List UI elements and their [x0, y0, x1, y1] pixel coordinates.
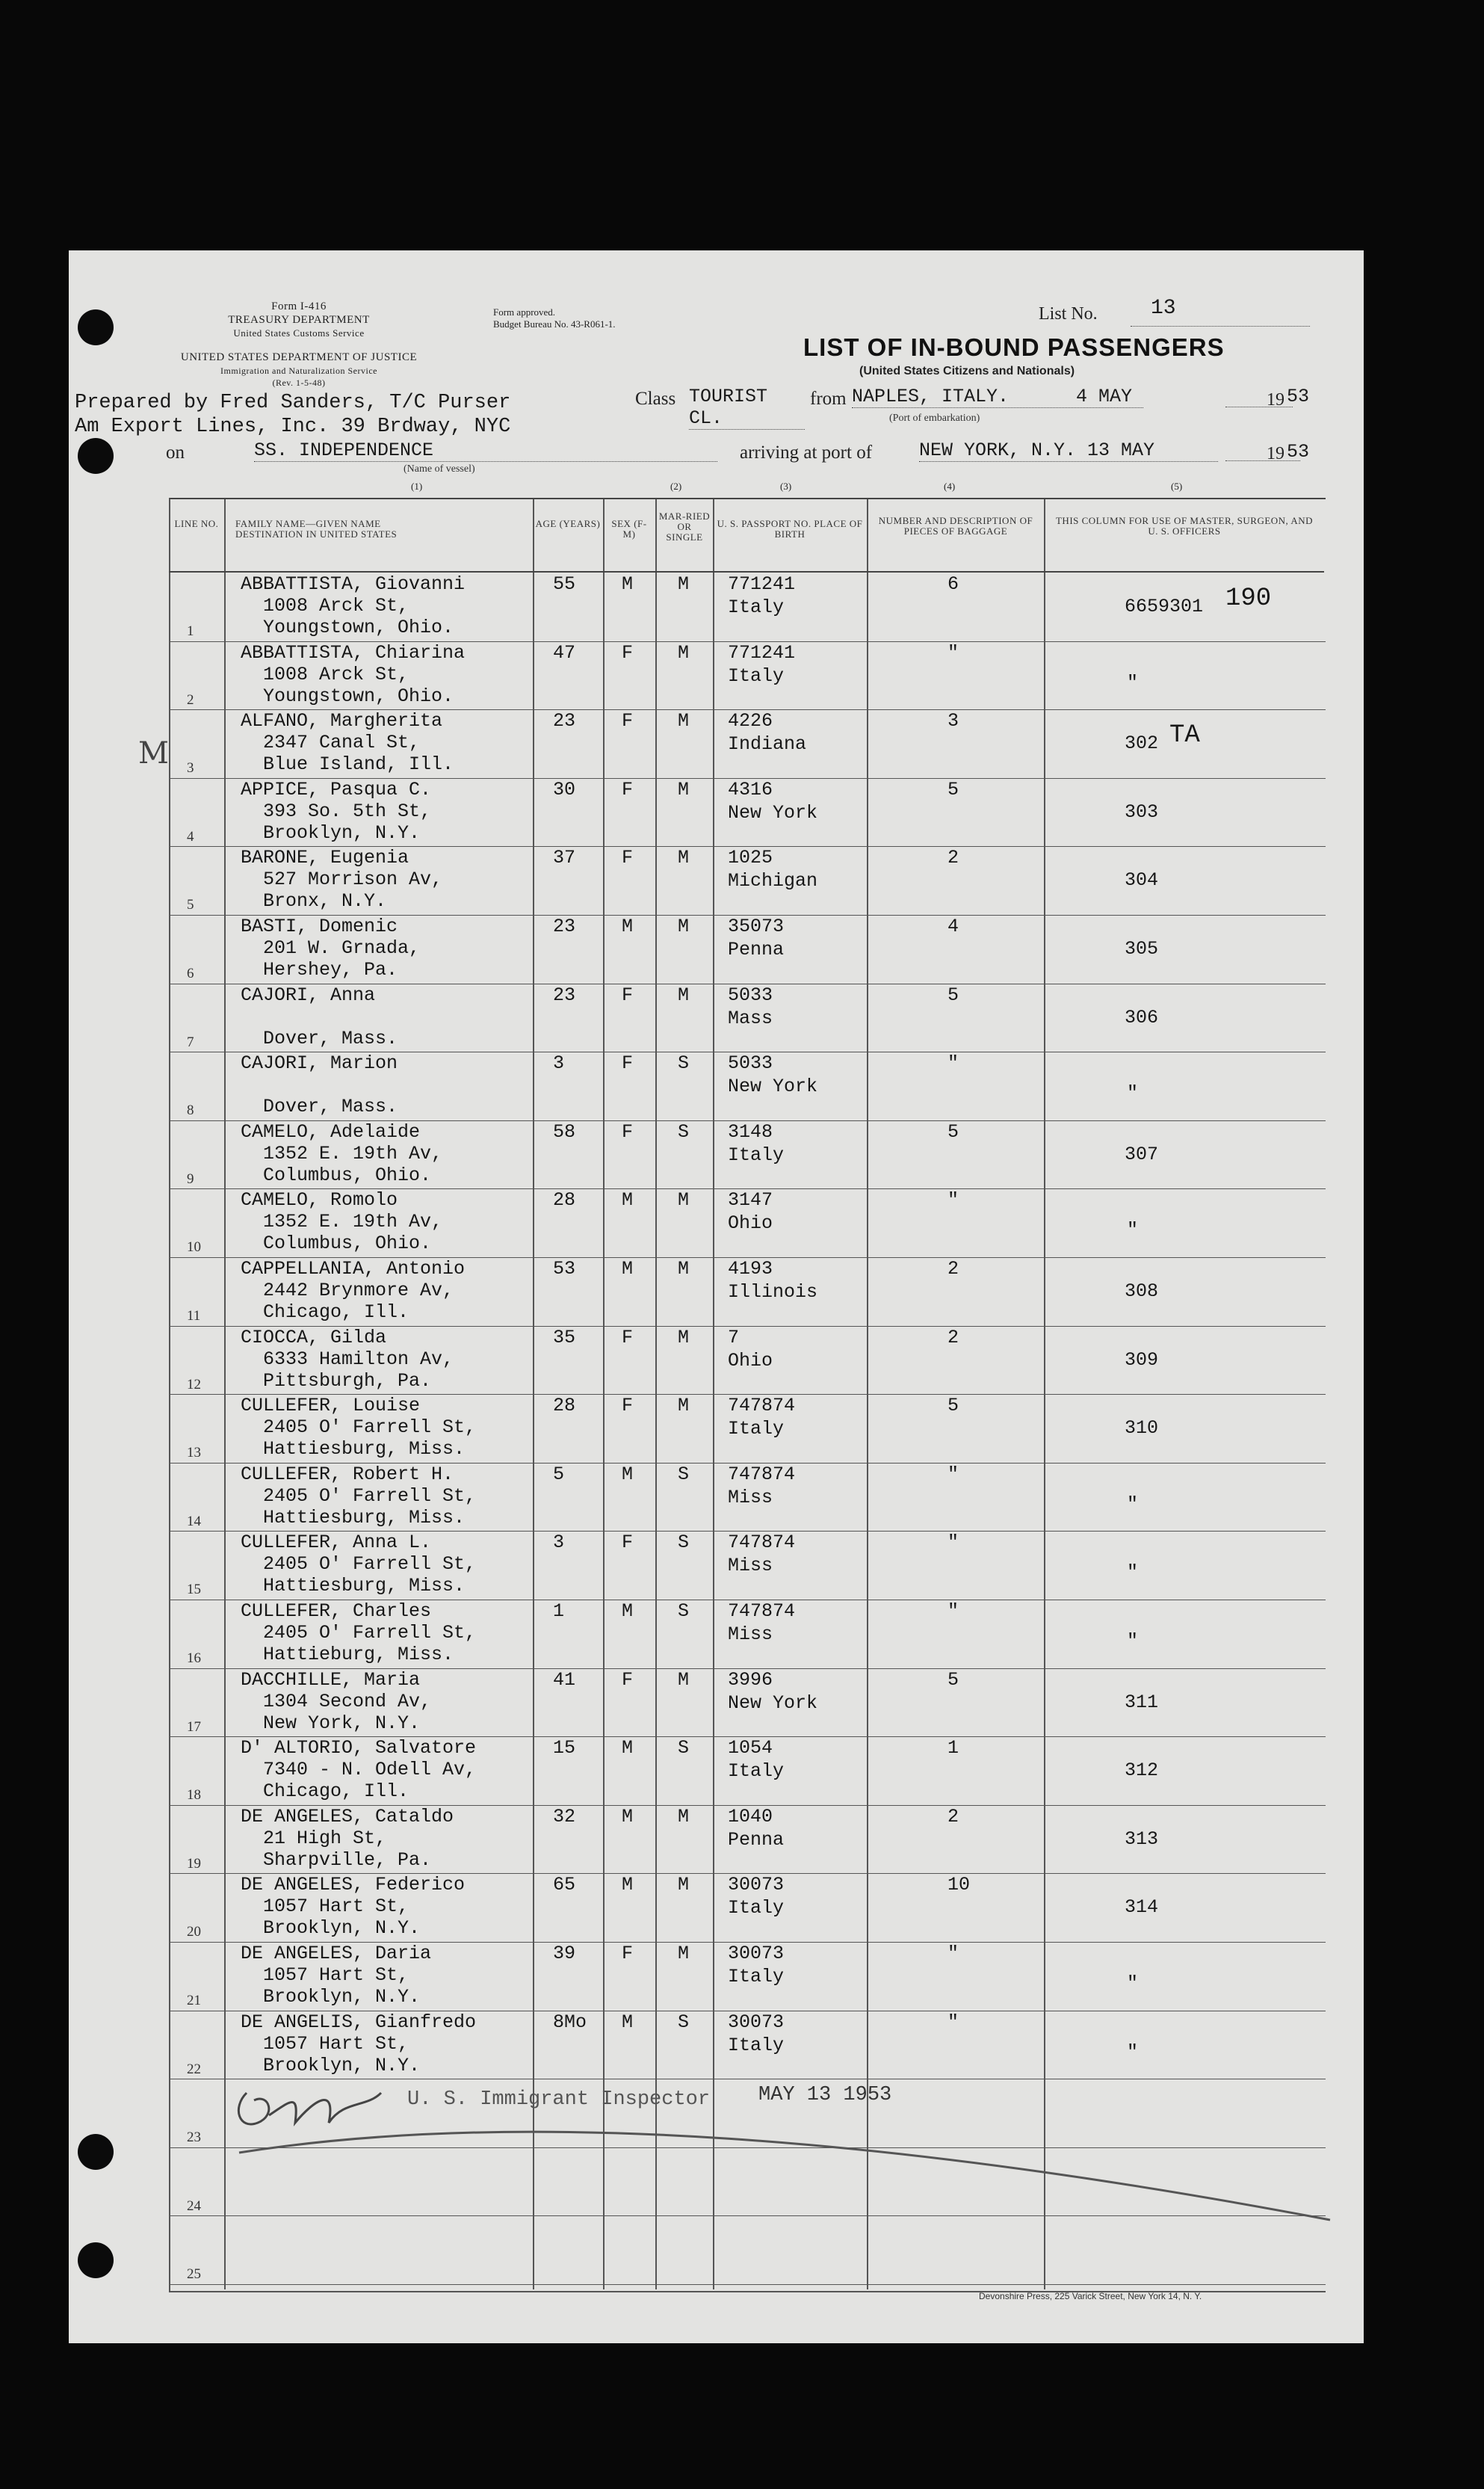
age: 47: [553, 641, 576, 664]
baggage-count: 10: [947, 1874, 971, 1896]
address-street: 1057 Hart St,: [263, 2032, 409, 2055]
line-number: 5: [187, 897, 194, 913]
address-street: 393 So. 5th St,: [263, 800, 432, 822]
col-header-line: LINE NO.: [174, 518, 219, 529]
place-of-birth: Illinois: [728, 1281, 818, 1303]
marital-status: M: [678, 778, 690, 801]
baggage-count: 2: [947, 1805, 959, 1828]
passport-number: 771241: [728, 573, 796, 595]
list-label: List No.: [1039, 304, 1098, 324]
col-header-married: MAR-RIED OR SINGLE: [658, 511, 711, 543]
officer-use: 311: [1125, 1691, 1159, 1713]
address-street: 527 Morrison Av,: [263, 869, 443, 891]
col-header-name: FAMILY NAME—GIVEN NAME DESTINATION IN UNITED STATES: [235, 518, 398, 540]
address-city: Youngstown, Ohio.: [263, 617, 454, 638]
address-street: 201 W. Grnada,: [263, 937, 421, 959]
passport-number: 4226: [728, 710, 773, 732]
address-street: 2405 O' Farrell St,: [263, 1553, 477, 1576]
officer-use: 6659301: [1125, 596, 1204, 617]
officer-note: TA: [1169, 721, 1200, 750]
baggage-count: ": [947, 1943, 959, 1964]
punch-hole: [78, 2134, 114, 2170]
port-embark-caption: (Port of embarkation): [889, 413, 980, 424]
place-of-birth: Italy: [728, 1144, 785, 1166]
passenger-name: CULLEFER, Charles: [241, 1600, 432, 1622]
marital-status: M: [678, 847, 690, 869]
line-number: 22: [187, 2061, 201, 2077]
sex: M: [622, 1189, 634, 1212]
year2-prefix: 19: [1267, 444, 1284, 463]
age: 3: [553, 1532, 565, 1554]
passport-number: 30073: [728, 1874, 785, 1896]
passport-number: 30073: [728, 1943, 785, 1964]
passport-number: 747874: [728, 1463, 796, 1485]
age: 41: [553, 1668, 576, 1691]
address-city: Brooklyn, N.Y.: [263, 821, 421, 844]
address-street: 2405 O' Farrell St,: [263, 1622, 477, 1644]
passport-number: 771241: [728, 641, 796, 664]
inspector-stamp: U. S. Immigrant Inspector: [407, 2088, 711, 2111]
arriving-label: arriving at port of: [740, 442, 873, 463]
place-of-birth: Penna: [728, 939, 785, 960]
officer-use: 314: [1125, 1896, 1159, 1919]
sex: F: [622, 847, 634, 869]
place-of-birth: Ohio: [728, 1349, 773, 1372]
passenger-name: DACCHILLE, Maria: [241, 1668, 421, 1691]
address-city: Brooklyn, N.Y.: [263, 1986, 421, 2008]
sex: M: [622, 1600, 634, 1622]
sex: M: [622, 1258, 634, 1280]
line-number: 6: [187, 966, 194, 981]
baggage-count: 2: [947, 1326, 959, 1348]
marital-status: M: [678, 710, 690, 732]
marital-status: M: [678, 984, 690, 1006]
sex: M: [622, 1737, 634, 1759]
col-num-4: (4): [944, 481, 956, 492]
passenger-name: ALFANO, Margherita: [241, 710, 443, 732]
address-city: Columbus, Ohio.: [263, 1233, 432, 1255]
marital-status: S: [678, 1532, 690, 1554]
marital-status: S: [678, 1737, 690, 1759]
officer-use: 306: [1125, 1006, 1159, 1028]
col-header-passport: U. S. PASSPORT NO. PLACE OF BIRTH: [717, 518, 863, 540]
address-street: 7340 - N. Odell Av,: [263, 1759, 477, 1781]
ins-service: Immigration and Naturalization Service: [220, 366, 377, 376]
year2-value: 53: [1287, 441, 1310, 463]
place-of-birth: Italy: [728, 2034, 785, 2056]
passport-number: 30073: [728, 2011, 785, 2033]
baggage-count: ": [947, 1052, 959, 1075]
officer-use: ": [1127, 1493, 1139, 1515]
arrival-value: NEW YORK, N.Y. 13 MAY: [919, 439, 1218, 462]
marital-status: S: [678, 1463, 690, 1485]
baggage-count: ": [947, 641, 959, 664]
officer-use: ": [1127, 1973, 1139, 1994]
address-street: 1057 Hart St,: [263, 1964, 409, 1986]
baggage-count: 3: [947, 710, 959, 732]
passenger-name: CAJORI, Marion: [241, 1052, 398, 1075]
sex: M: [622, 573, 634, 595]
treasury-dept: TREASURY DEPARTMENT: [228, 314, 370, 326]
officer-use: 305: [1125, 938, 1159, 960]
baggage-count: 5: [947, 778, 959, 801]
marital-status: S: [678, 1600, 690, 1622]
age: 53: [553, 1258, 576, 1280]
baggage-count: ": [947, 2011, 959, 2033]
place-of-birth: Indiana: [728, 733, 807, 756]
address-city: Hattiesburg, Miss.: [263, 1506, 466, 1529]
officer-use: 309: [1125, 1348, 1159, 1371]
line-number: 21: [187, 1993, 201, 2008]
line-number: 7: [187, 1034, 194, 1050]
line-number: 14: [187, 1513, 201, 1529]
address-city: Sharpville, Pa.: [263, 1848, 432, 1871]
sex: F: [622, 1532, 634, 1554]
prepared-by: Prepared by Fred Sanders, T/C Purser: [75, 392, 511, 414]
address-city: Hattiesburg, Miss.: [263, 1575, 466, 1597]
baggage-count: 5: [947, 1120, 959, 1143]
line-number: 19: [187, 1855, 201, 1872]
passenger-name: DE ANGELES, Daria: [241, 1943, 432, 1964]
age: 58: [553, 1120, 576, 1143]
line-number: 23: [187, 2129, 201, 2146]
officer-use: 307: [1125, 1143, 1159, 1165]
age: 1: [553, 1600, 565, 1622]
officer-use: 303: [1125, 801, 1159, 823]
line-number: 3: [187, 760, 194, 777]
marital-status: M: [678, 1874, 690, 1896]
passenger-name: CAPPELLANIA, Antonio: [241, 1258, 466, 1280]
officer-use: ": [1127, 1561, 1139, 1584]
officer-use: 302: [1125, 732, 1159, 755]
officer-use: ": [1127, 1630, 1139, 1652]
passenger-name: ABBATTISTA, Chiarina: [241, 641, 466, 664]
line-number: 12: [187, 1376, 201, 1392]
address-street: 1304 Second Av,: [263, 1690, 432, 1712]
col-num-3: (3): [780, 481, 792, 492]
line-number: 18: [187, 1787, 201, 1804]
company: Am Export Lines, Inc. 39 Brdway, NYC: [75, 416, 511, 438]
list-underline: [1131, 326, 1310, 327]
baggage-count: 2: [947, 1258, 959, 1280]
customs-service: United States Customs Service: [233, 327, 365, 339]
place-of-birth: Italy: [728, 1966, 785, 1987]
sex: F: [622, 710, 634, 732]
address-street: 2405 O' Farrell St,: [263, 1484, 477, 1507]
year-prefix: 19: [1267, 390, 1284, 410]
age: 39: [553, 1943, 576, 1964]
budget-bureau: Budget Bureau No. 43-R061-1.: [493, 318, 616, 330]
address-city: Chicago, Ill.: [263, 1301, 409, 1323]
passenger-name: BARONE, Eugenia: [241, 847, 409, 869]
address-street: 1352 E. 19th Av,: [263, 1211, 443, 1233]
row-divider: [169, 2284, 1326, 2285]
page-subtitle: (United States Citizens and Nationals): [859, 365, 1075, 377]
punch-hole: [78, 2242, 114, 2278]
age: 28: [553, 1189, 576, 1212]
passport-number: 747874: [728, 1395, 796, 1417]
sex: F: [622, 1395, 634, 1417]
age: 35: [553, 1326, 576, 1348]
form-number: Form I-416: [271, 300, 327, 312]
class-value: TOURIST CL.: [689, 386, 805, 430]
officer-use: 310: [1125, 1417, 1159, 1440]
sex: M: [622, 1874, 634, 1896]
age: 23: [553, 710, 576, 732]
row-divider: [169, 2147, 1326, 2148]
place-of-birth: Miss: [728, 1486, 773, 1508]
officer-use: ": [1127, 2041, 1139, 2063]
place-of-birth: Italy: [728, 1418, 785, 1440]
address-city: Youngstown, Ohio.: [263, 685, 454, 707]
marital-status: M: [678, 573, 690, 595]
side-mark: M: [138, 736, 169, 771]
officer-use: ": [1127, 671, 1139, 694]
officer-use: ": [1127, 1219, 1139, 1242]
line-number: 15: [187, 1582, 201, 1598]
marital-status: S: [678, 1120, 690, 1143]
form-approved: Form approved.: [493, 306, 556, 318]
line-number: 20: [187, 1924, 201, 1940]
passenger-name: BASTI, Domenic: [241, 916, 398, 937]
line-number: 1: [187, 623, 194, 639]
age: 15: [553, 1737, 576, 1759]
passport-number: 5033: [728, 984, 773, 1006]
passport-number: 3147: [728, 1189, 773, 1212]
address-street: 1008 Arck St,: [263, 595, 409, 617]
passport-number: 4316: [728, 778, 773, 801]
passport-number: 5033: [728, 1052, 773, 1075]
age: 65: [553, 1874, 576, 1896]
line-number: 24: [187, 2197, 201, 2214]
age: 30: [553, 778, 576, 801]
from-label: from: [810, 389, 847, 409]
address-city: Blue Island, Ill.: [263, 753, 454, 776]
officer-note: 190: [1225, 585, 1272, 613]
passenger-name: APPICE, Pasqua C.: [241, 778, 432, 801]
marital-status: M: [678, 1326, 690, 1348]
marital-status: M: [678, 1189, 690, 1212]
stamp-date: MAY 13 1953: [758, 2084, 892, 2106]
sex: F: [622, 1943, 634, 1964]
baggage-count: 2: [947, 847, 959, 869]
baggage-count: 6: [947, 573, 959, 595]
place-of-birth: Michigan: [728, 870, 818, 892]
baggage-count: ": [947, 1189, 959, 1212]
officer-use: 304: [1125, 869, 1159, 892]
line-number: 25: [187, 2266, 201, 2283]
age: 3: [553, 1052, 565, 1075]
place-of-birth: Italy: [728, 1760, 785, 1783]
from-value: NAPLES, ITALY.: [852, 386, 1143, 408]
passenger-name: CIOCCA, Gilda: [241, 1326, 387, 1348]
baggage-count: 5: [947, 1395, 959, 1417]
passenger-name: CULLEFER, Robert H.: [241, 1463, 454, 1485]
sex: F: [622, 778, 634, 801]
officer-use: 313: [1125, 1828, 1159, 1850]
sex: M: [622, 1805, 634, 1828]
baggage-count: ": [947, 1463, 959, 1485]
sex: F: [622, 1326, 634, 1348]
age: 5: [553, 1463, 565, 1485]
address-city: Columbus, Ohio.: [263, 1164, 432, 1186]
baggage-count: ": [947, 1532, 959, 1554]
line-number: 4: [187, 828, 194, 845]
place-of-birth: Mass: [728, 1007, 773, 1029]
place-of-birth: New York: [728, 1691, 818, 1714]
printer-credit: Devonshire Press, 225 Varick Street, New York 14, N. Y.: [979, 2291, 1202, 2301]
age: 28: [553, 1395, 576, 1417]
address-street: 2347 Canal St,: [263, 732, 421, 754]
passport-number: 3996: [728, 1668, 773, 1691]
passport-number: 7: [728, 1326, 740, 1348]
baggage-count: 4: [947, 916, 959, 937]
address-street: 1008 Arck St,: [263, 663, 409, 685]
passport-number: 35073: [728, 916, 785, 937]
address-city: Brooklyn, N.Y.: [263, 1917, 421, 1940]
marital-status: S: [678, 2011, 690, 2033]
sex: F: [622, 1668, 634, 1691]
passenger-name: D' ALTORIO, Salvatore: [241, 1737, 477, 1759]
list-number: 13: [1151, 297, 1176, 320]
vessel-caption: (Name of vessel): [404, 463, 475, 475]
marital-status: M: [678, 641, 690, 664]
address-street: 21 High St,: [263, 1827, 387, 1849]
revision: (Rev. 1-5-48): [272, 377, 326, 388]
sex: F: [622, 984, 634, 1006]
sex: F: [622, 1120, 634, 1143]
place-of-birth: Ohio: [728, 1212, 773, 1235]
passenger-name: CAMELO, Adelaide: [241, 1120, 421, 1143]
passenger-name: DE ANGELIS, Gianfredo: [241, 2011, 477, 2033]
age: 23: [553, 984, 576, 1006]
marital-status: S: [678, 1052, 690, 1075]
passenger-name: CULLEFER, Anna L.: [241, 1532, 432, 1554]
officer-use: 312: [1125, 1759, 1159, 1782]
passenger-name: CAMELO, Romolo: [241, 1189, 398, 1212]
sex: F: [622, 641, 634, 664]
age: 23: [553, 916, 576, 937]
line-number: 9: [187, 1171, 194, 1187]
sex: F: [622, 1052, 634, 1075]
passenger-name: DE ANGELES, Federico: [241, 1874, 466, 1896]
marital-status: M: [678, 1395, 690, 1417]
on-label: on: [166, 442, 185, 463]
passenger-name: DE ANGELES, Cataldo: [241, 1805, 454, 1828]
address-city: Brooklyn, N.Y.: [263, 2054, 421, 2076]
place-of-birth: Miss: [728, 1555, 773, 1577]
address-city: Dover, Mass.: [263, 1027, 398, 1049]
marital-status: M: [678, 1668, 690, 1691]
col-num-1: (1): [411, 481, 423, 492]
col-num-5: (5): [1171, 481, 1183, 492]
passport-number: 747874: [728, 1600, 796, 1622]
baggage-count: 5: [947, 1668, 959, 1691]
col-header-age: AGE (YEARS): [535, 518, 601, 529]
place-of-birth: Miss: [728, 1623, 773, 1645]
address-street: 1057 Hart St,: [263, 1896, 409, 1918]
address-city: Chicago, Ill.: [263, 1780, 409, 1803]
address-street: 1352 E. 19th Av,: [263, 1142, 443, 1165]
row-divider: [169, 2215, 1326, 2216]
passport-number: 1040: [728, 1805, 773, 1828]
age: 32: [553, 1805, 576, 1828]
baggage-count: ": [947, 1600, 959, 1622]
place-of-birth: New York: [728, 801, 818, 824]
address-street: 2442 Brynmore Av,: [263, 1280, 454, 1301]
place-of-birth: Italy: [728, 1897, 785, 1919]
place-of-birth: Penna: [728, 1828, 785, 1851]
date-value: 4 MAY: [1076, 386, 1133, 407]
passenger-name: ABBATTISTA, Giovanni: [241, 573, 466, 595]
sex: M: [622, 916, 634, 937]
address-city: Bronx, N.Y.: [263, 890, 387, 913]
marital-status: M: [678, 916, 690, 937]
line-number: 16: [187, 1650, 201, 1666]
place-of-birth: New York: [728, 1076, 818, 1098]
punch-hole: [78, 309, 114, 345]
line-number: 10: [187, 1239, 201, 1256]
passport-number: 1054: [728, 1737, 773, 1759]
age: 55: [553, 573, 576, 595]
address-city: Hattieburg, Miss.: [263, 1644, 454, 1665]
punch-hole: [78, 438, 114, 474]
address-street: 2405 O' Farrell St,: [263, 1416, 477, 1439]
col-header-baggage: NUMBER AND DESCRIPTION OF PIECES OF BAGGAGE: [878, 515, 1033, 537]
address-street: 6333 Hamilton Av,: [263, 1348, 454, 1370]
vessel-name: SS. INDEPENDENCE: [254, 439, 717, 462]
sex: M: [622, 2011, 634, 2033]
passenger-name: CAJORI, Anna: [241, 984, 376, 1006]
address-city: Dover, Mass.: [263, 1096, 398, 1118]
baggage-count: 5: [947, 984, 959, 1006]
line-number: 13: [187, 1445, 201, 1461]
passport-number: 3148: [728, 1120, 773, 1143]
place-of-birth: Italy: [728, 664, 785, 687]
marital-status: M: [678, 1805, 690, 1828]
passenger-name: CULLEFER, Louise: [241, 1395, 421, 1417]
passport-number: 747874: [728, 1532, 796, 1554]
address-city: Pittsburgh, Pa.: [263, 1369, 432, 1392]
officer-use: ": [1127, 1082, 1139, 1105]
baggage-count: 1: [947, 1737, 959, 1759]
marital-status: M: [678, 1943, 690, 1964]
officer-use: 308: [1125, 1280, 1159, 1302]
address-city: Hershey, Pa.: [263, 959, 398, 981]
address-city: Hattiesburg, Miss.: [263, 1438, 466, 1461]
justice-dept: UNITED STATES DEPARTMENT OF JUSTICE: [180, 351, 418, 363]
line-number: 2: [187, 691, 194, 708]
year-value: 53: [1287, 386, 1310, 407]
page-title: LIST OF IN-BOUND PASSENGERS: [803, 333, 1225, 361]
col-header-officers: THIS COLUMN FOR USE OF MASTER, SURGEON, AND U. S. OFFICERS: [1055, 515, 1313, 537]
sex: M: [622, 1463, 634, 1485]
line-number: 17: [187, 1718, 201, 1735]
age: 8Mo: [553, 2011, 587, 2033]
passport-number: 4193: [728, 1258, 773, 1280]
line-number: 8: [187, 1102, 194, 1119]
class-label: Class: [635, 389, 676, 409]
place-of-birth: Italy: [728, 596, 785, 618]
age: 37: [553, 847, 576, 869]
line-number: 11: [187, 1308, 201, 1324]
address-city: New York, N.Y.: [263, 1712, 421, 1734]
col-num-2: (2): [670, 481, 682, 492]
passport-number: 1025: [728, 847, 773, 869]
marital-status: M: [678, 1258, 690, 1280]
col-header-sex: SEX (F-M): [611, 518, 647, 540]
